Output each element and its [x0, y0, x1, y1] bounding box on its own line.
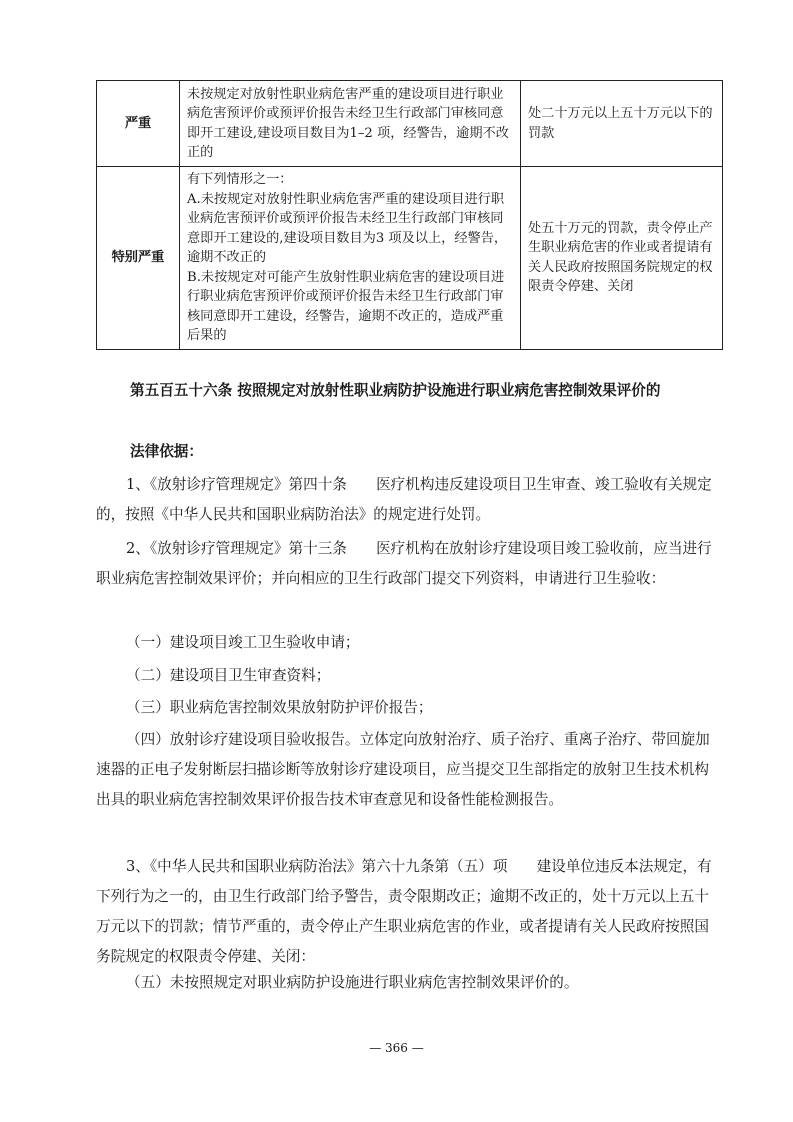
- table-row: [97, 167, 723, 350]
- legal-basis-paragraph-1: 1、《放射诊疗管理规定》第四十条 医疗机构违反建设项目卫生审查、竣工验收有关规定的，按照《中华人民共和国职业病防治法》的规定进行处罚。: [96, 476, 712, 523]
- severity-level-cell: 特别严重: [97, 167, 180, 350]
- page-number: — 366 —: [369, 1041, 424, 1055]
- list-item: （五）未按照规定对职业病防护设施进行职业病危害控制效果评价的。: [126, 974, 579, 991]
- legal-basis-paragraph-2: 2、《放射诊疗管理规定》第十三条 医疗机构在放射诊疗建设项目竣工验收前，应当进行职业病危害控制效果评价；并向相应的卫生行政部门提交下列资料，申请进行卫生验收：: [96, 540, 712, 587]
- penalty-cell: 处五十万元的罚款，责令停止产生职业病危害的作业或者提请有关人民政府按照国务院规定的权限责令停建、关闭: [521, 167, 723, 350]
- table-row: [97, 81, 723, 167]
- severity-level-cell: 严重: [97, 81, 180, 167]
- penalty-cell: 处二十万元以上五十万元以下的罚款: [521, 81, 723, 167]
- penalty-table: [96, 80, 723, 350]
- list-item: （三）职业病危害控制效果放射防护评价报告；: [126, 699, 433, 716]
- list-item-paragraph: （四）放射诊疗建设项目验收报告。立体定向放射治疗、质子治疗、重离子治疗、带回旋加速器的正电子发射断层扫描诊断等放射诊疗建设项目，应当提交卫生部指定的放射卫生技术机构出具的职业病危害控制效果评价报告技术审查意见和设备性能检测报告。: [96, 731, 710, 808]
- list-item: （一）建设项目竣工卫生验收申请；: [126, 634, 360, 651]
- article-title: 第五百五十六条 按照规定对放射性职业病防护设施进行职业病危害控制效果评价的: [130, 382, 661, 399]
- legal-basis-paragraph-3: 3、《中华人民共和国职业病防治法》第六十九条第（五）项 建设单位违反本法规定，有下列行为之一的，由卫生行政部门给予警告，责令限期改正；逾期不改正的，处十万元以上五十万元以下的罚款；情节严重的，责令停止产生职业病危害的作业，或者提请有关人民政府按照国务院规定的权限责令停建、关闭：: [96, 858, 712, 965]
- list-item: （二）建设项目卫生审查资料；: [126, 667, 331, 684]
- violation-description-cell: 未按规定对放射性职业病危害严重的建设项目进行职业病危害预评价或预评价报告未经卫生行政部门审核同意即开工建设,建设项目数目为1–2 项，经警告，逾期不改正的: [180, 81, 521, 167]
- violation-description-cell: 有下列情形之一： A.未按规定对放射性职业病危害严重的建设项目进行职业病危害预评价或预评价报告未经卫生行政部门审核同意即开工建设的,建设项目数目为3 项及以上，经警告，逾期不改正的 B.未按规定对可能产生放射性职业病危害的建设项目进行职业病危害预评价或预评价报告未经卫生行政部门审核同意即开工建设，经警告，逾期不改正的，造成严重后果的: [180, 167, 521, 350]
- legal-basis-label: 法律依据：: [130, 443, 203, 460]
